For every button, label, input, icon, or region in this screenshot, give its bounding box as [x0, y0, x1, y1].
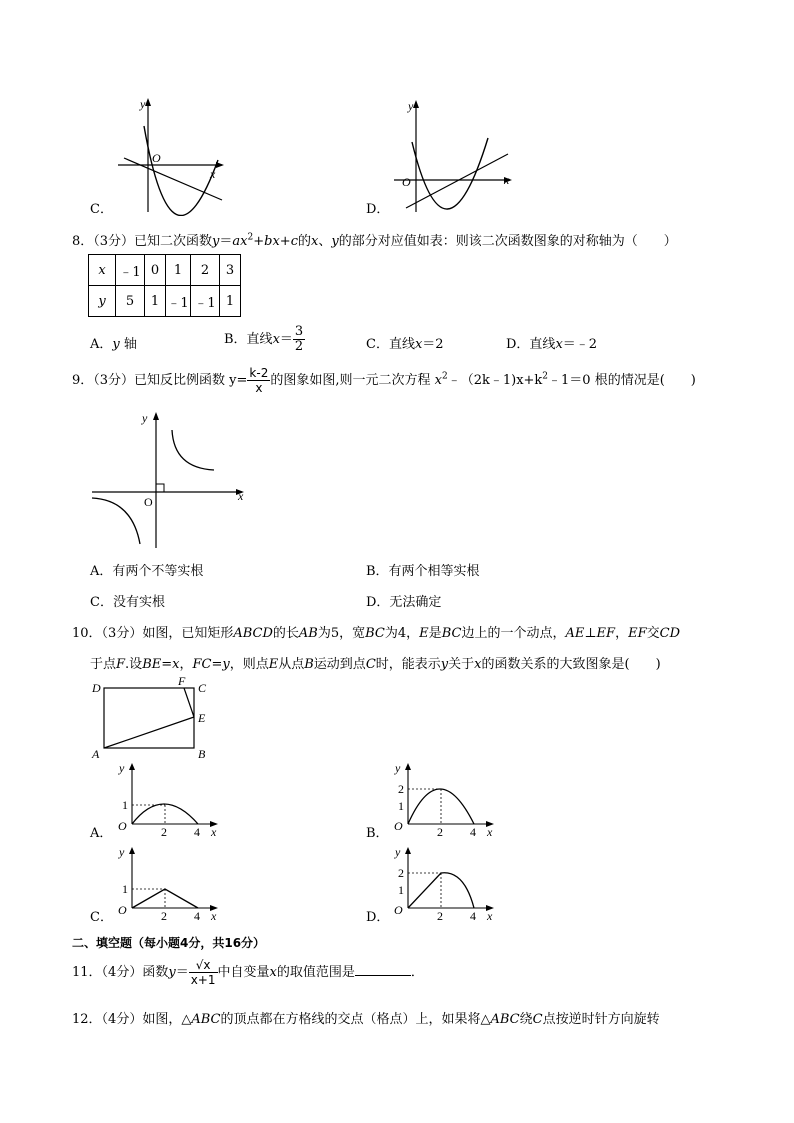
q10b-tick-4: 4: [470, 825, 476, 838]
q10a-tick-2: 2: [161, 825, 167, 838]
q8-option-c: C．直线x＝2: [366, 337, 444, 352]
q7c-x-label: x: [210, 167, 216, 181]
q10d-y-label: y: [395, 845, 401, 859]
table-cell: ﹣1: [166, 286, 191, 317]
q10c-tick-4: 4: [194, 909, 200, 922]
q8-stem: 8．（3分）已知二次函数$y=ax^2+bx+c$的x、y的部分对应值如表：则该二次函数图象的对称轴为（ ）: [72, 232, 677, 249]
q10c-y-label: y: [119, 845, 125, 859]
q7d-y-label: y: [408, 99, 414, 113]
q9-option-d: D．无法确定: [366, 595, 442, 610]
q10d-tick-1: 1: [398, 883, 404, 897]
q7d-x-label: x: [504, 173, 510, 187]
q10b-y-arrow: [405, 763, 411, 770]
q12-stem: 12．（4分）如图，△ABC的顶点都在方格线的交点（格点）上，如果将△ABC绕C点按逆时针方向旋转: [72, 1012, 660, 1027]
q10d-x-label: x: [487, 909, 493, 922]
q7c-line: [124, 158, 222, 200]
q10a-y-arrow: [129, 763, 135, 770]
q9-x-label: x: [238, 489, 244, 503]
q10a-tick-1: 1: [122, 798, 128, 812]
q10a-y-label: y: [119, 761, 125, 775]
q9-option-c: C．没有实根: [90, 595, 165, 610]
q10-graph-b: [386, 760, 506, 838]
q9-option-a: A．有两个不等实根: [90, 564, 204, 579]
q10d-tick-4: 4: [470, 909, 476, 922]
q10-label-a: A: [92, 747, 100, 761]
table-cell: 1: [220, 286, 241, 317]
q10a-tick-4: 4: [194, 825, 200, 838]
q10-option-d-label: D．: [366, 910, 390, 925]
q10-rectangle-figure: [88, 674, 218, 764]
table-cell: 5: [116, 286, 145, 317]
q10b-tick-2x: 2: [437, 825, 443, 838]
q10-label-c: C: [198, 681, 207, 695]
q10c-tick-1: 1: [122, 882, 128, 896]
q10d-line: [408, 873, 441, 908]
q10-stem-line2: 于点F.设BE=x，FC=y，则点E从点B运动到点C时，能表示y关于x的函数关系的大致图象是( ): [90, 657, 661, 672]
q9-y-arrow: [153, 412, 159, 420]
q11-stem: 11．（4分）函数y＝ $\frac{√x}{x+1}$ 中自变量x的取值范围是 ．: [72, 958, 424, 987]
table-row: [89, 255, 241, 286]
table-cell: 3: [220, 255, 241, 286]
table-cell: y: [89, 286, 116, 317]
q10-option-c-label: C．: [90, 910, 113, 925]
table-cell: ﹣1: [191, 286, 220, 317]
q11-answer-blank[interactable]: [355, 963, 411, 976]
q10d-tick-2y: 2: [398, 866, 404, 880]
q7c-y-arrow: [145, 98, 151, 106]
q10-option-b-label: B．: [366, 826, 389, 841]
q10-segment-ef: [184, 688, 194, 717]
q7-option-c-label: C．: [90, 202, 113, 217]
q7-graph-d: [390, 98, 520, 216]
q9-y-label: y: [142, 411, 148, 425]
q7d-y-arrow: [413, 100, 419, 108]
q8-option-d: D．直线x＝﹣2: [506, 337, 598, 352]
q7c-o-label: O: [152, 151, 161, 165]
q9-branch-1: [172, 430, 214, 470]
q7d-line: [406, 154, 508, 208]
table-cell: 1: [145, 286, 166, 317]
q10c-o-label: O: [118, 903, 127, 917]
q8-option-a: A．y 轴: [90, 337, 137, 352]
q10-option-a-label: A．: [90, 826, 113, 841]
q10b-o-label: O: [394, 819, 403, 833]
q10b-tick-1: 1: [398, 799, 404, 813]
q9-option-b: B．有两个相等实根: [366, 564, 480, 579]
q10-label-d: D: [92, 681, 101, 695]
q10-graph-d: [386, 844, 506, 922]
q7-graph-c: [110, 96, 230, 216]
q10a-x-label: x: [211, 825, 217, 838]
table-cell: 0: [145, 255, 166, 286]
q10a-o-label: O: [118, 819, 127, 833]
table-cell: 1: [166, 255, 191, 286]
q10c-x-label: x: [211, 909, 217, 922]
q9-stem: 9．（3分）已知反比例函数 y= $\frac{k-2}{x}$ 的图象如图,则一元二次方程 $x^2﹣(2k﹣1)x+k^2﹣1=0$ 根的情况是( ): [72, 366, 696, 395]
q8-option-b: B．直线x＝ $\frac{3}{2}$: [224, 324, 304, 354]
q9-branch-2: [92, 498, 140, 544]
q10-label-e: E: [198, 711, 206, 725]
q9-right-angle: [156, 484, 164, 492]
section-2-heading: 二、填空题（每小题4分，共16分）: [72, 936, 266, 950]
q10b-x-label: x: [487, 825, 493, 838]
q10-graph-a: [110, 760, 230, 838]
q10-graph-c: [110, 844, 230, 922]
q10b-y-label: y: [395, 761, 401, 775]
q10-label-f: F: [178, 674, 186, 688]
q7c-y-label: y: [140, 97, 146, 111]
q9-graph: [88, 410, 258, 550]
q10d-curve: [441, 873, 474, 908]
table-cell: ﹣1: [116, 255, 145, 286]
table-cell: 2: [191, 255, 220, 286]
q7-option-d-label: D．: [366, 202, 390, 217]
q9-o-label: O: [144, 495, 153, 509]
q8-value-table: [88, 254, 241, 317]
q10-label-b: B: [198, 747, 206, 761]
q7d-o-label: O: [402, 175, 411, 189]
q10d-tick-2x: 2: [437, 909, 443, 922]
q10d-y-arrow: [405, 847, 411, 854]
q10c-tick-2: 2: [161, 909, 167, 922]
table-row: [89, 286, 241, 317]
q10c-y-arrow: [129, 847, 135, 854]
table-cell: x: [89, 255, 116, 286]
q10-stem-line1: 10．（3分）如图，已知矩形ABCD的长AB为5，宽BC为4，E是BC边上的一个动点，AE⊥EF，EF交CD: [72, 626, 680, 641]
q10d-o-label: O: [394, 903, 403, 917]
q10-segment-ae: [104, 717, 194, 748]
q10-rect: [104, 688, 194, 748]
q10b-tick-2y: 2: [398, 782, 404, 796]
